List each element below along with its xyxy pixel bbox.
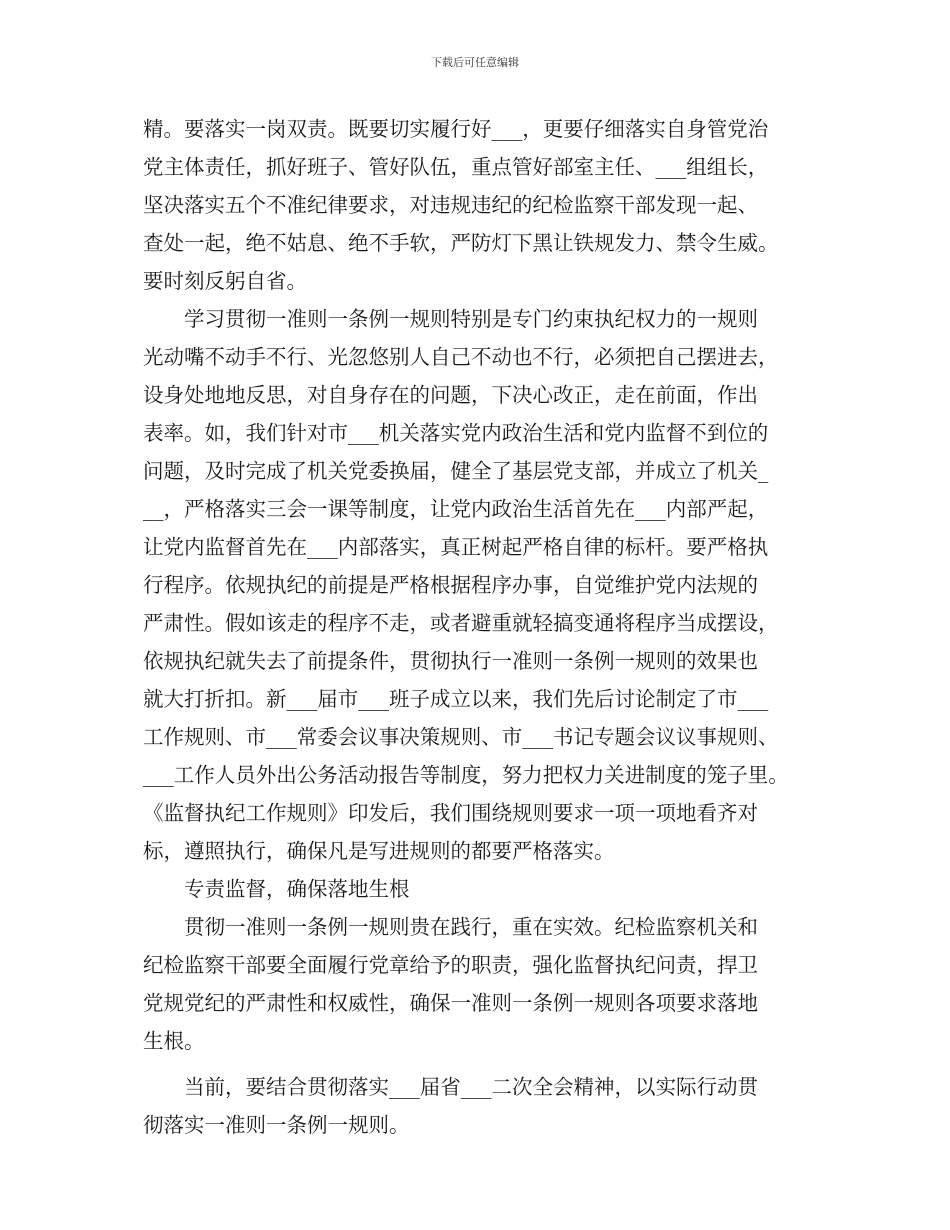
text-line: 学习贯彻一准则一条例一规则特别是专门约束执纪权力的一规则 (184, 307, 758, 331)
text-line: 设身处地地反思，对自身存在的问题，下决心改正，走在前面，作出 (143, 383, 758, 407)
text-line: 《监督执纪工作规则》印发后，我们围绕规则要求一项一项地看齐对 (143, 801, 758, 825)
text-line: 当前，要结合贯彻落实___届省___二次全会精神，以实际行动贯 (184, 1075, 758, 1099)
text-line: 就大打折扣。新___届市___班子成立以来，我们先后讨论制定了市___ (143, 687, 769, 711)
text-line: 彻落实一准则一条例一规则。 (143, 1113, 410, 1137)
text-line: 查处一起，绝不姑息、绝不手软，严防灯下黑让铁规发力、禁令生威。 (143, 231, 779, 255)
page-header: 下载后可任意编辑 (431, 56, 519, 69)
text-line: __，严格落实三会一课等制度，让党内政治生活首先在___内部严起， (143, 497, 769, 521)
text-line: 依规执纪就失去了前提条件，贯彻执行一准则一条例一规则的效果也 (143, 649, 758, 673)
text-line: 光动嘴不动手不行、光忽悠别人自己不动也不行，必须把自己摆进去， (143, 345, 779, 369)
text-line: 专责监督，确保落地生根 (184, 877, 410, 901)
text-line: 行程序。依规执纪的前提是严格根据程序办事，自觉维护党内法规的 (143, 573, 758, 597)
text-line: ___工作人员外出公务活动报告等制度，努力把权力关进制度的笼子里。 (143, 763, 789, 787)
text-line: 表率。如，我们针对市___机关落实党内政治生活和党内监督不到位的 (143, 421, 769, 445)
text-line: 精。要落实一岗双责。既要切实履行好___，更要仔细落实自身管党治 (143, 117, 769, 141)
text-line: 严肃性。假如该走的程序不走，或者避重就轻搞变通将程序当成摆设， (143, 611, 779, 635)
text-line: 坚决落实五个不准纪律要求，对违规违纪的纪检监察干部发现一起、 (143, 193, 758, 217)
text-line: 贯彻一准则一条例一规则贵在践行，重在实效。纪检监察机关和 (184, 915, 758, 939)
text-line: 问题，及时完成了机关党委换届，健全了基层党支部，并成立了机关_ (143, 459, 769, 483)
text-line: 生根。 (143, 1029, 205, 1053)
text-line: 纪检监察干部要全面履行党章给予的职责，强化监督执纪问责，捍卫 (143, 953, 758, 977)
text-line: 工作规则、市___常委会议事决策规则、市___书记专题会议议事规则、 (143, 725, 779, 749)
document-body (143, 110, 815, 1144)
text-line: 要时刻反躬自省。 (143, 269, 307, 293)
text-line: 让党内监督首先在___内部落实，真正树起严格自律的标杆。要严格执 (143, 535, 769, 559)
text-line: 标，遵照执行，确保凡是写进规则的都要严格落实。 (143, 839, 615, 863)
text-line: 党规党纪的严肃性和权威性，确保一准则一条例一规则各项要求落地 (143, 991, 758, 1015)
text-line: 党主体责任，抓好班子、管好队伍，重点管好部室主任、___组组长， (143, 155, 769, 179)
